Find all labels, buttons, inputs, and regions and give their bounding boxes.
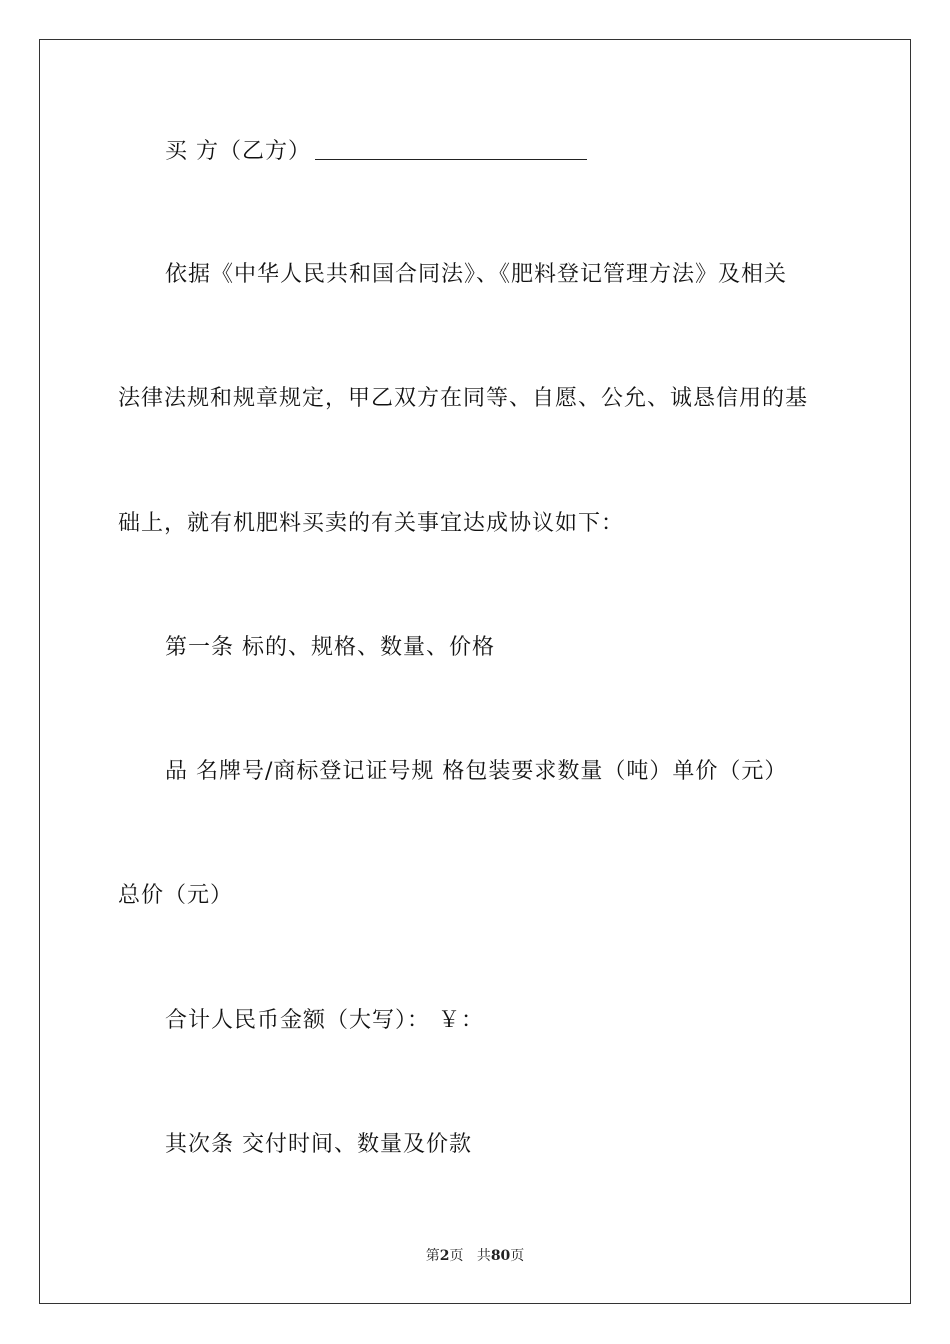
page-suffix: 页 bbox=[449, 1248, 464, 1264]
total-pages: 80 bbox=[490, 1248, 511, 1264]
page-prefix: 第 bbox=[425, 1248, 440, 1264]
table-header-line-2: 总价（元） bbox=[118, 883, 234, 908]
table-header-line-1: 品 名牌号/商标登记证号规 格包装要求数量（吨）单价（元） bbox=[165, 759, 788, 784]
total-amount-line: 合计人民币金额（大写）： ￥： bbox=[165, 1008, 484, 1033]
buyer-line bbox=[165, 137, 587, 167]
total-suffix: 页 bbox=[510, 1248, 525, 1264]
page-border bbox=[39, 39, 911, 1304]
article-1-title: 第一条 标的、规格、数量、价格 bbox=[165, 635, 495, 660]
total-prefix: 共 bbox=[476, 1248, 491, 1264]
page-footer bbox=[0, 1247, 950, 1265]
page-number: 2 bbox=[439, 1248, 450, 1264]
paragraph-1-line-3: 础上，就有机肥料买卖的有关事宜达成协议如下： bbox=[118, 511, 625, 536]
buyer-label: 买 方（乙方） bbox=[165, 139, 311, 164]
buyer-blank-underline bbox=[315, 137, 587, 160]
paragraph-1-line-2: 法律法规和规章规定，甲乙双方在同等、自愿、公允、诚恳信用的基 bbox=[118, 386, 809, 411]
paragraph-1-line-1: 依据《中华人民共和国合同法》、《肥料登记管理方法》及相关 bbox=[165, 262, 788, 287]
article-2-title: 其次条 交付时间、数量及价款 bbox=[165, 1132, 472, 1157]
